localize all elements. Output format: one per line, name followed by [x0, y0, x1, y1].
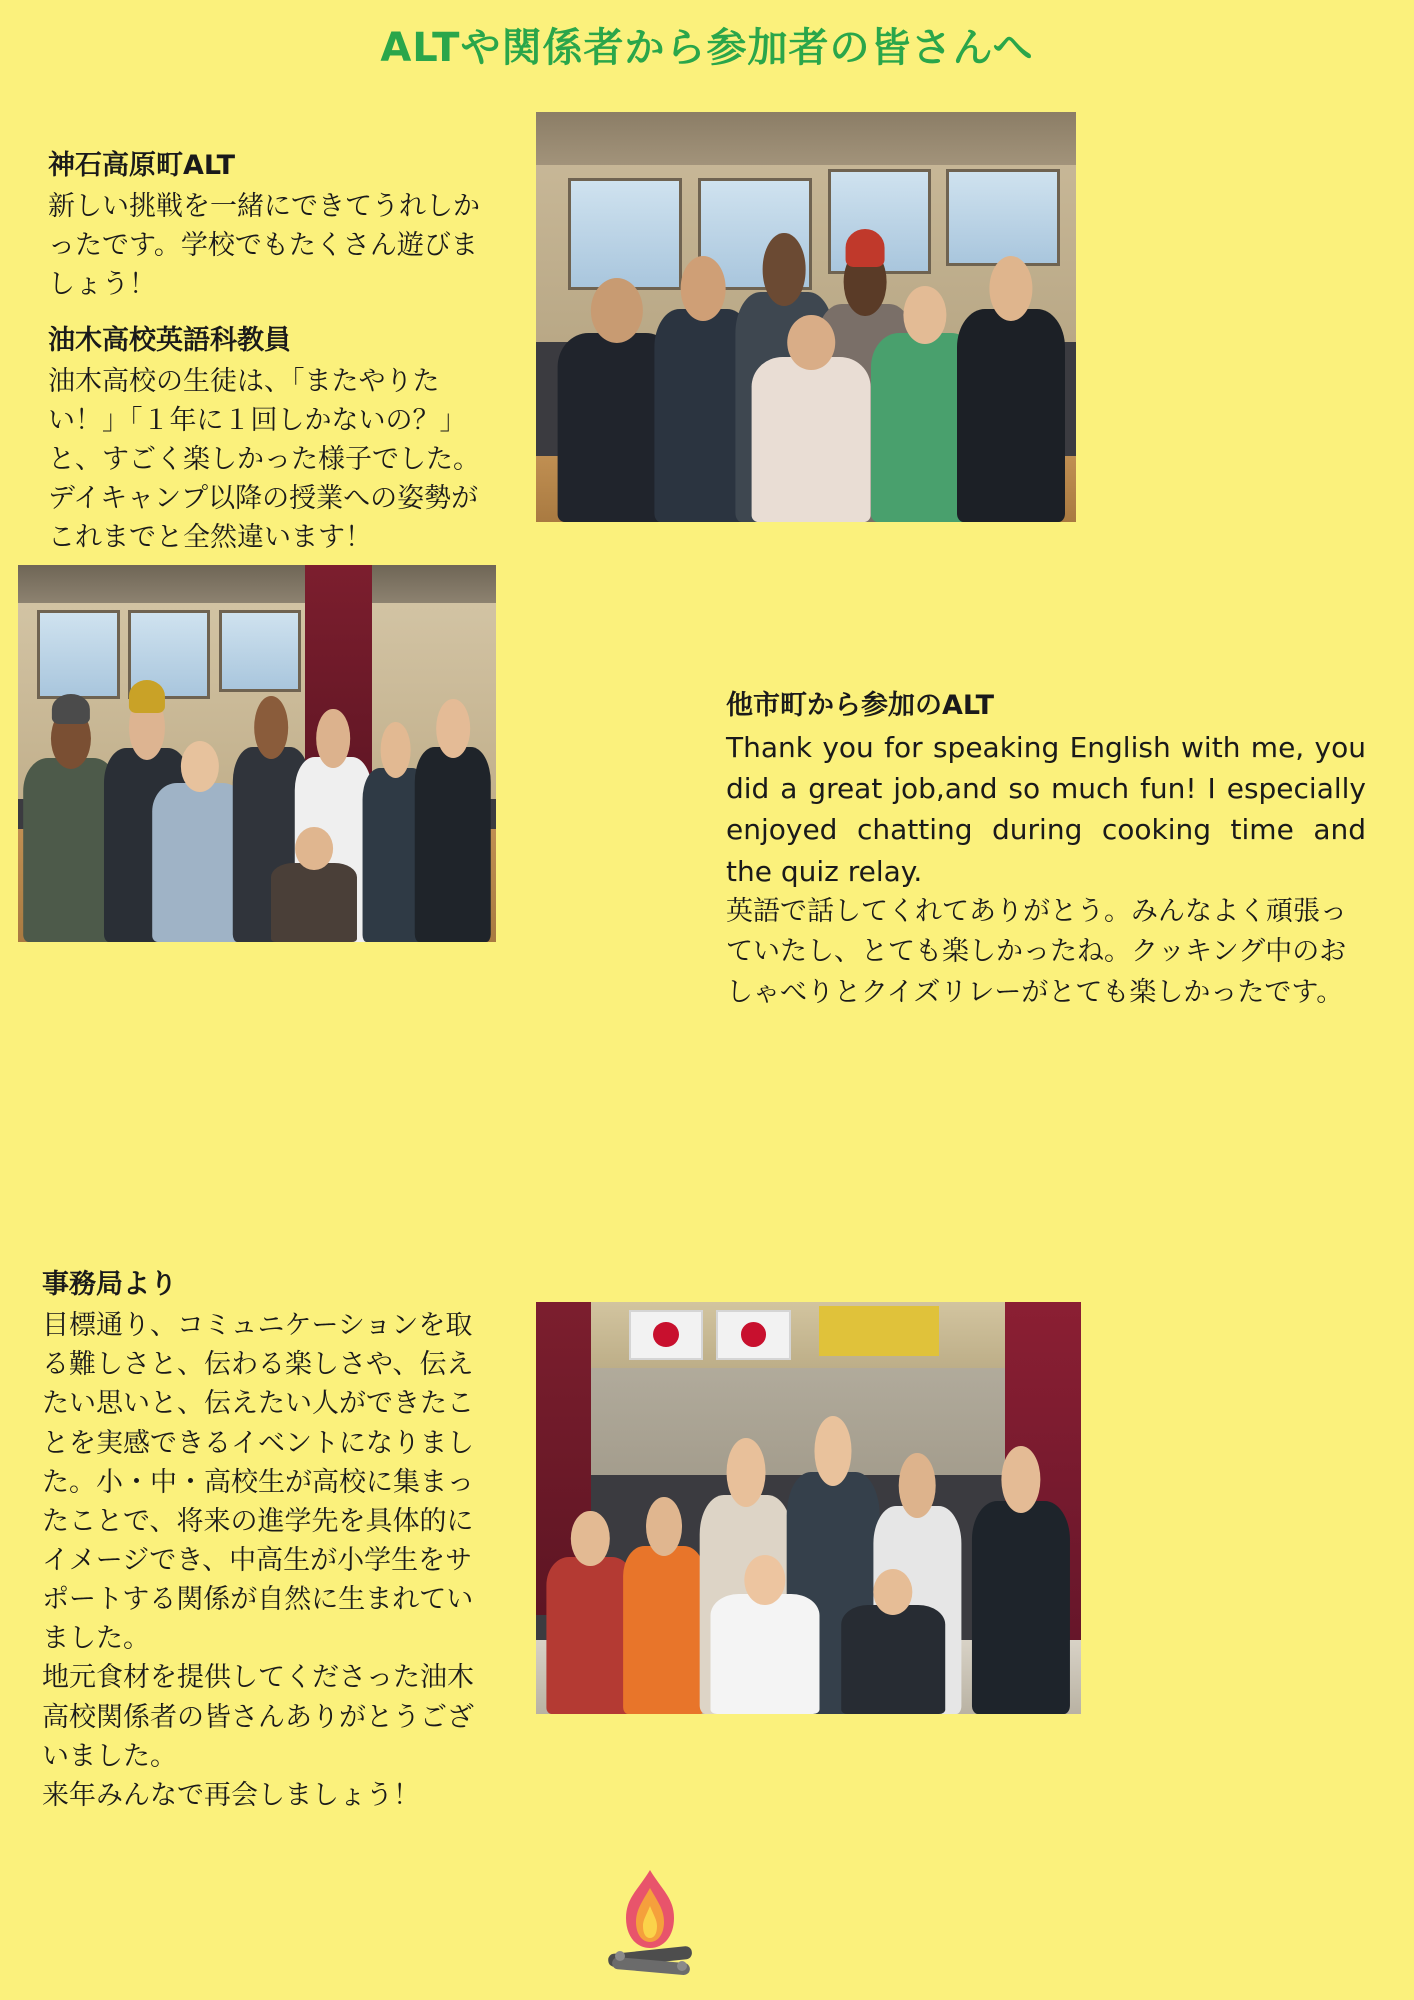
campfire-icon	[598, 1866, 702, 1976]
body-office-1: 目標通り、コミュニケーションを取る難しさと、伝わる楽しさや、伝えたい思いと、伝えたい人ができたことを実感できるイベントになりました。小・中・高校生が高校に集まったことで、将来の進学先を具体的にイメージでき、中高生が小学生をサポートする関係が自然に生まれていました。	[42, 1310, 474, 1655]
photo-2-person-child	[271, 814, 357, 942]
heading-office: 事務局より	[42, 1269, 177, 1300]
body-other-town-alt-japanese: 英語で話してくれてありがとう。みんなよく頑張っていたし、とても楽しかったね。クッキング中のおしゃべりとクイズリレーがとても楽しかったです。	[726, 895, 1347, 1008]
heading-other-town-alt: 他市町から参加のALT	[726, 690, 995, 721]
photo-3-person-7	[710, 1533, 819, 1714]
photo-1-person-5	[752, 292, 871, 522]
text-block-alt	[48, 146, 493, 557]
photo-2-scene	[18, 565, 496, 942]
photo-1-person-7	[957, 227, 1065, 522]
paragraph-alt	[48, 146, 493, 305]
photo-3-upper-wall	[536, 1302, 1081, 1368]
body-office-2: 地元食材を提供してくださった油木高校関係者の皆さんありがとうございました。	[42, 1662, 474, 1772]
body-yuki-teacher: 油木高校の生徒は、「またやりたい！」「１年に１回しかないの？」と、すごく楽しかった様子でした。デイキャンプ以降の授業への姿勢がこれまでと全然違います！	[48, 365, 480, 554]
photo-3-person-1	[547, 1483, 634, 1714]
photo-3-flag-1	[629, 1310, 704, 1359]
photo-2-ceiling	[18, 565, 496, 603]
photo-group-highschool	[536, 112, 1076, 522]
photo-3-person-2	[623, 1467, 705, 1714]
photo-1-ceiling	[536, 112, 1076, 165]
page-title: ALTや関係者から参加者の皆さんへ	[380, 25, 1034, 71]
paragraph-yuki-teacher	[48, 321, 493, 558]
photo-3-banner	[819, 1306, 939, 1355]
heading-yuki-teacher: 油木高校英語科教員	[48, 324, 291, 356]
photo-3-scene	[536, 1302, 1081, 1714]
photo-group-mixed-students	[18, 565, 496, 942]
text-block-other-town-alt	[726, 686, 1366, 1013]
photo-3-person-6	[972, 1409, 1070, 1714]
body-other-town-alt-english: Thank you for speaking English with me, you did a great job,and so much fun! I especially enjoyed chatting during cooking time and the quiz relay.	[726, 731, 1366, 888]
photo-3-person-8	[841, 1549, 945, 1714]
body-alt: 新しい挑戦を一緒にできてうれしかったです。学校でもたくさん遊びましょう！	[48, 191, 480, 301]
heading-alt: 神石高原町ALT	[48, 150, 236, 181]
text-block-office	[42, 1265, 497, 1815]
body-office-3: 来年みんなで再会しましょう！	[42, 1779, 420, 1811]
photo-1-scene	[536, 112, 1076, 522]
photo-3-flag-2	[716, 1310, 791, 1359]
photo-group-stage	[536, 1302, 1081, 1714]
photo-2-person-7	[415, 663, 491, 942]
